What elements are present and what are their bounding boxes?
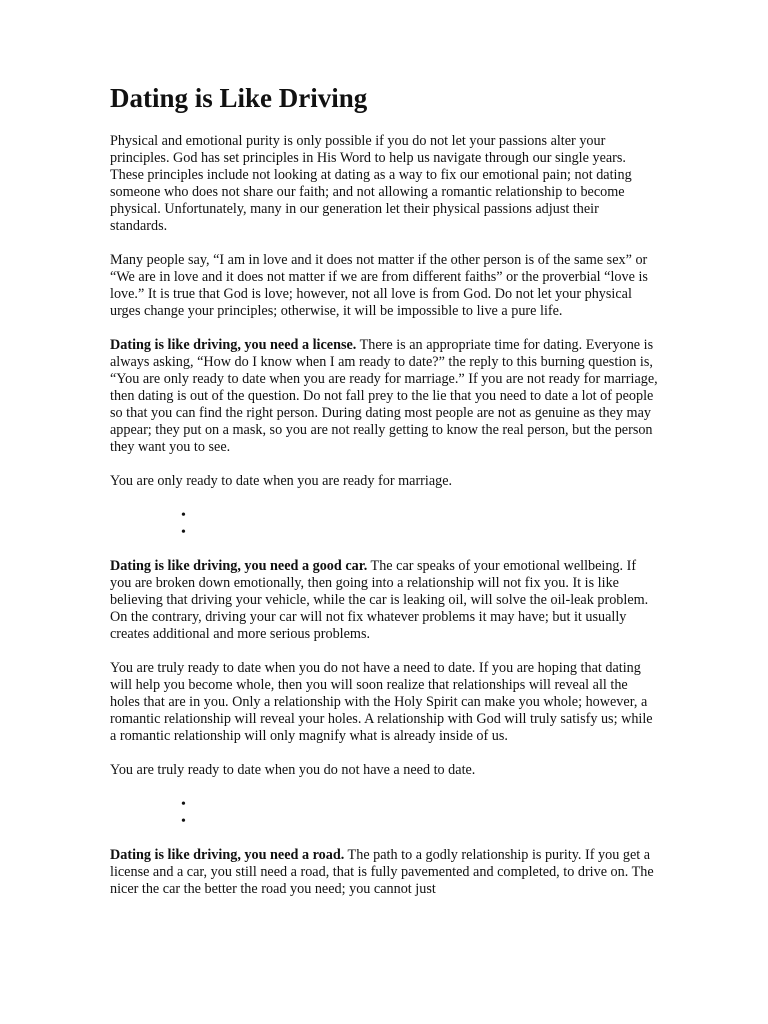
section-road — [110, 847, 658, 898]
page-title: Dating is Like Driving — [110, 83, 368, 113]
section-car-heading: Dating is like driving, you need a good car. — [110, 558, 368, 574]
section-license-heading: Dating is like driving, you need a license. — [110, 337, 357, 353]
bullet-item — [181, 507, 658, 524]
paragraph-intro: Physical and emotional purity is only possible if you do not let your passions alter your principles. God has set principles in His Word to help us navigate through our single years. These principles include not looking at dating as a way to fix our emotional pain; not dating someone who does not share our faith; and not allowing a romantic relationship to become physical. Unfortunately, many in our generation let their physical passions adjust their standards. — [110, 133, 632, 234]
paragraph-ready: You are truly ready to date when you do not have a need to date. If you are hoping that dating will help you become whole, then you will soon realize that relationships will reveal all the holes that are in you. Only a relationship with the Holy Spirit can make you whole; however, a romantic relationship will reveal your holes. A relationship with God will truly satisfy us; while a romantic relationship will only magnify what is already inside of us. — [110, 660, 653, 744]
section-license-text: There is an appropriate time for dating. Everyone is always asking, “How do I know when I am ready to date?” the reply to this burning question is, “You are only ready to date when you are ready for marriage.” If you are not ready for marriage, then dating is out of the question. Do not fall prey to the lie that you need to date a lot of people so that you can find the right person. During dating most people are not as genuine as they may appear; they put on a mask, so you are not really getting to know the real person, but the person they want you to see. — [110, 337, 658, 455]
document-body — [110, 82, 658, 915]
paragraph-love: Many people say, “I am in love and it does not matter if the other person is of the same sex” or “We are in love and it does not matter if we are from different faiths” or the proverbial “love is love.” It is true that God is love; however, not all love is from God. Do not let your physical urges change your principles; otherwise, it will be impossible to live a pure life. — [110, 252, 648, 319]
section-license — [110, 337, 658, 456]
empty-bullet-list — [110, 507, 658, 541]
section-license-summary: You are only ready to date when you are ready for marriage. — [110, 473, 453, 489]
section-car-text: The car speaks of your emotional wellbeing. If you are broken down emotionally, then going into a relationship will not fix you. It is like believing that driving your vehicle, while the car is leaking oil, will solve the oil-leak problem. On the contrary, driving your car will not fix whatever problems it may have; but it usually creates additional and more serious problems. — [110, 558, 649, 642]
bullet-item — [181, 813, 658, 830]
section-road-text: The path to a godly relationship is purity. If you get a license and a car, you still need a road, that is fully pavemented and completed, to drive on. The nicer the car the better the road you need; you cannot just — [110, 847, 654, 897]
empty-bullet-list — [110, 796, 658, 830]
bullet-item — [181, 796, 658, 813]
section-car-summary: You are truly ready to date when you do not have a need to date. — [110, 762, 476, 778]
section-road-heading: Dating is like driving, you need a road. — [110, 847, 345, 863]
section-car — [110, 558, 658, 643]
bullet-item — [181, 524, 658, 541]
